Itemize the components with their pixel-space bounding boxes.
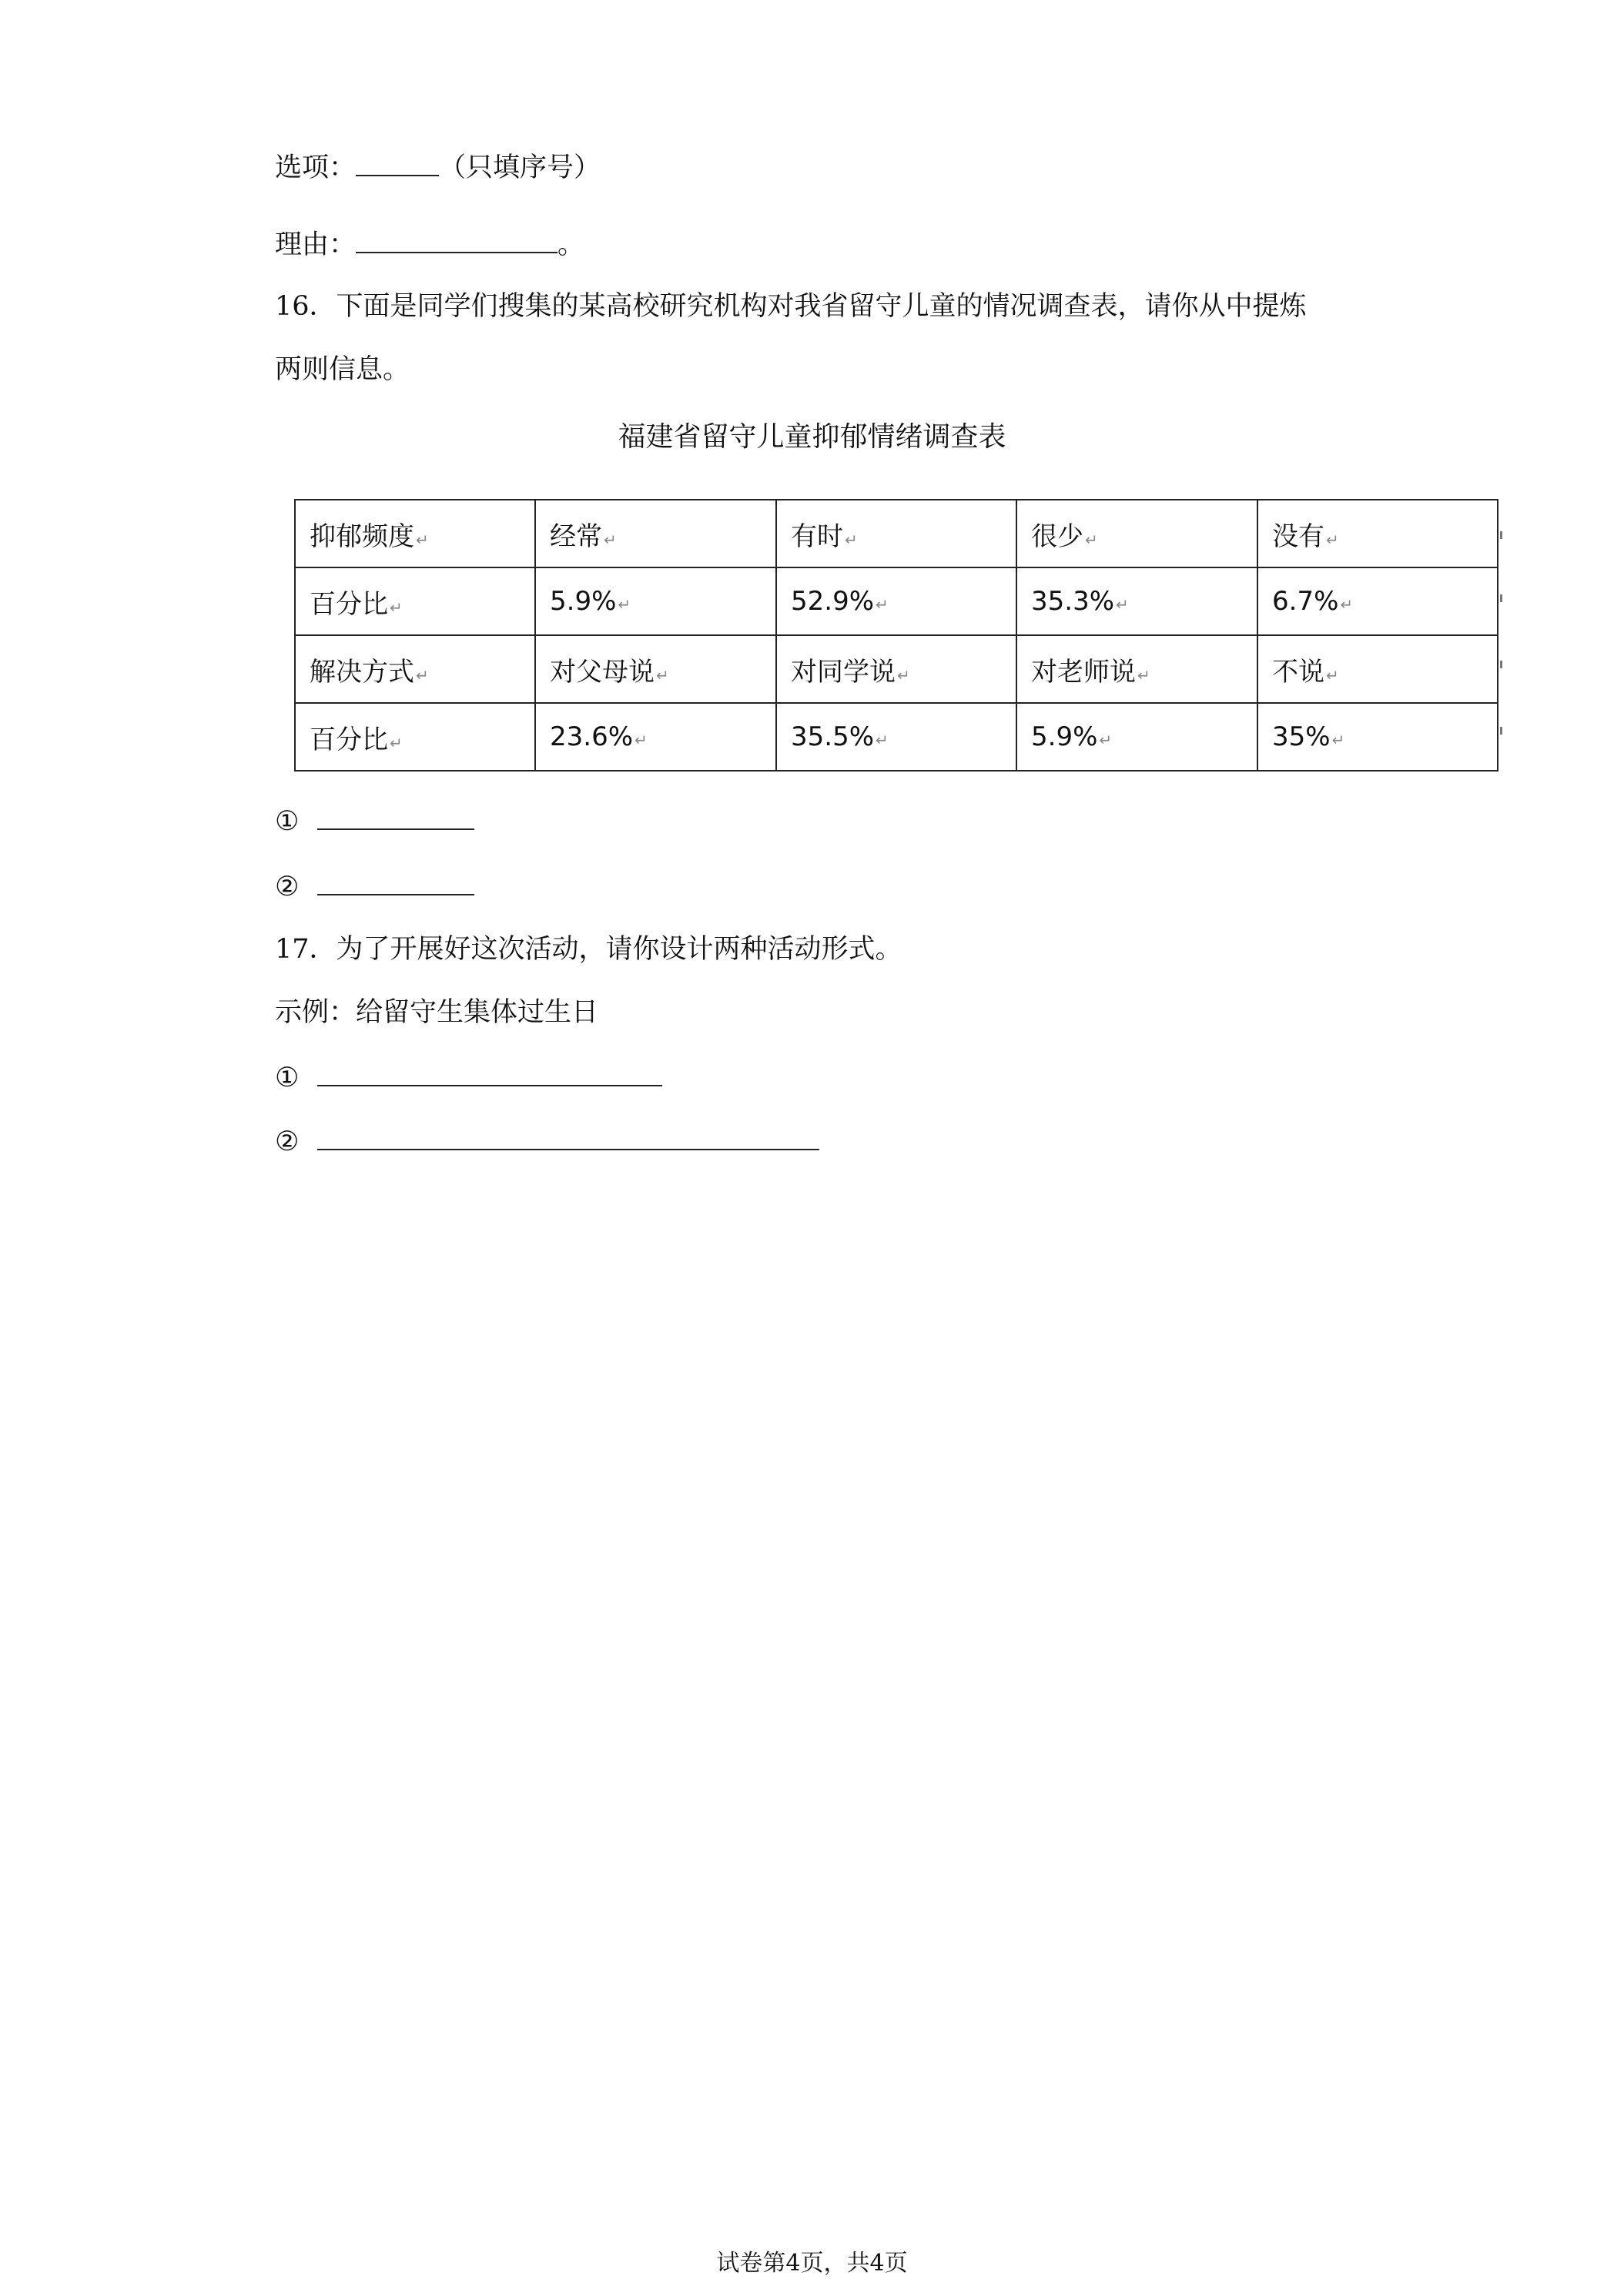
cell-text: 5.9% bbox=[1031, 721, 1098, 752]
cell-text: 对同学说 bbox=[791, 656, 896, 688]
table-edge-tick bbox=[1500, 727, 1502, 735]
paragraph-mark-icon: ↵ bbox=[416, 665, 429, 684]
reason-label: 理由： bbox=[275, 229, 357, 260]
reason-end: 。 bbox=[558, 229, 585, 260]
option-hint: （只填序号） bbox=[439, 152, 601, 183]
cell-text: 35.3% bbox=[1031, 586, 1115, 617]
survey-table bbox=[294, 499, 1498, 771]
paragraph-mark-icon: ↵ bbox=[1340, 595, 1354, 614]
table-cell bbox=[1257, 500, 1498, 567]
table-title: 福建省留守儿童抑郁情绪调查表 bbox=[618, 421, 1006, 453]
reason-line bbox=[275, 226, 584, 263]
circled-number-2: ② bbox=[275, 1126, 300, 1157]
reason-answer-blank[interactable] bbox=[356, 226, 558, 253]
paragraph-mark-icon: ↵ bbox=[1137, 665, 1150, 684]
table-cell bbox=[776, 500, 1016, 567]
option-answer-blank[interactable] bbox=[356, 149, 439, 176]
table-row bbox=[295, 500, 1498, 567]
cell-text: 不说 bbox=[1272, 656, 1324, 688]
table-cell bbox=[535, 635, 776, 703]
q16-answer-2 bbox=[275, 868, 474, 905]
table-cell bbox=[776, 635, 1016, 703]
paragraph-mark-icon: ↵ bbox=[1326, 530, 1339, 549]
cell-text: 经常 bbox=[550, 520, 602, 552]
table-cell bbox=[1016, 500, 1257, 567]
paragraph-mark-icon: ↵ bbox=[618, 595, 631, 614]
option-label: 选项： bbox=[275, 152, 357, 183]
table-edge-tick bbox=[1500, 594, 1502, 602]
cell-text: 6.7% bbox=[1272, 586, 1339, 617]
paragraph-mark-icon: ↵ bbox=[635, 731, 648, 749]
table-row bbox=[295, 635, 1498, 703]
q16-answer-1-blank[interactable] bbox=[317, 802, 474, 830]
circled-number-1: ① bbox=[275, 806, 300, 837]
paragraph-mark-icon: ↵ bbox=[656, 665, 669, 684]
q16-answer-2-blank[interactable] bbox=[317, 868, 474, 895]
cell-text: 很少 bbox=[1031, 520, 1083, 552]
table-cell bbox=[1016, 567, 1257, 635]
table-cell bbox=[776, 567, 1016, 635]
paragraph-mark-icon: ↵ bbox=[1331, 731, 1345, 749]
cell-text: 对老师说 bbox=[1031, 656, 1136, 688]
q17-answer-2 bbox=[275, 1123, 819, 1160]
paragraph-mark-icon: ↵ bbox=[1099, 731, 1113, 749]
paragraph-mark-icon: ↵ bbox=[1326, 665, 1339, 684]
cell-text: 有时 bbox=[791, 520, 843, 552]
cell-text: 35.5% bbox=[791, 721, 875, 752]
paragraph-mark-icon: ↵ bbox=[416, 530, 429, 549]
q17-example: 示例：给留守生集体过生日 bbox=[275, 997, 599, 1028]
paragraph-mark-icon: ↵ bbox=[876, 731, 889, 749]
table-cell bbox=[295, 500, 535, 567]
table-cell bbox=[535, 500, 776, 567]
table-cell bbox=[776, 703, 1016, 771]
cell-text: 没有 bbox=[1272, 520, 1324, 552]
table-cell bbox=[295, 567, 535, 635]
paragraph-mark-icon: ↵ bbox=[845, 530, 858, 549]
q16-prompt-line1: 16．下面是同学们搜集的某高校研究机构对我省留守儿童的情况调查表，请你从中提炼 bbox=[275, 291, 1307, 322]
table-cell bbox=[1016, 703, 1257, 771]
table-cell bbox=[295, 635, 535, 703]
cell-text: 23.6% bbox=[550, 721, 634, 752]
cell-text: 5.9% bbox=[550, 586, 617, 617]
table-cell bbox=[1257, 567, 1498, 635]
table-cell bbox=[295, 703, 535, 771]
paragraph-mark-icon: ↵ bbox=[1085, 530, 1098, 549]
cell-text: 百分比 bbox=[310, 588, 388, 620]
cell-text: 对父母说 bbox=[550, 656, 655, 688]
page-footer: 试卷第4页，共4页 bbox=[716, 2250, 908, 2277]
q17-answer-1 bbox=[275, 1059, 662, 1096]
circled-number-2: ② bbox=[275, 872, 300, 902]
paragraph-mark-icon: ↵ bbox=[897, 665, 910, 684]
table-row bbox=[295, 567, 1498, 635]
option-line bbox=[275, 149, 601, 186]
cell-text: 35% bbox=[1272, 721, 1331, 752]
paragraph-mark-icon: ↵ bbox=[876, 595, 889, 614]
table-cell bbox=[1257, 703, 1498, 771]
q16-answer-1 bbox=[275, 802, 474, 839]
table-edge-tick bbox=[1500, 531, 1502, 539]
table-edge-tick bbox=[1500, 661, 1502, 668]
table-row bbox=[295, 703, 1498, 771]
cell-text: 解决方式 bbox=[310, 656, 414, 688]
q17-answer-2-blank[interactable] bbox=[317, 1123, 819, 1150]
q17-answer-1-blank[interactable] bbox=[317, 1059, 662, 1086]
paragraph-mark-icon: ↵ bbox=[604, 530, 617, 549]
paragraph-mark-icon: ↵ bbox=[390, 733, 403, 752]
cell-text: 抑郁频度 bbox=[310, 520, 414, 552]
paragraph-mark-icon: ↵ bbox=[390, 597, 403, 617]
q16-prompt-line2: 两则信息。 bbox=[275, 354, 410, 385]
table-cell bbox=[1016, 635, 1257, 703]
cell-text: 52.9% bbox=[791, 586, 875, 617]
cell-text: 百分比 bbox=[310, 724, 388, 755]
table-cell bbox=[535, 567, 776, 635]
paragraph-mark-icon: ↵ bbox=[1116, 595, 1129, 614]
table-cell bbox=[1257, 635, 1498, 703]
circled-number-1: ① bbox=[275, 1063, 300, 1093]
q17-prompt: 17．为了开展好这次活动，请你设计两种活动形式。 bbox=[275, 934, 902, 965]
table-cell bbox=[535, 703, 776, 771]
